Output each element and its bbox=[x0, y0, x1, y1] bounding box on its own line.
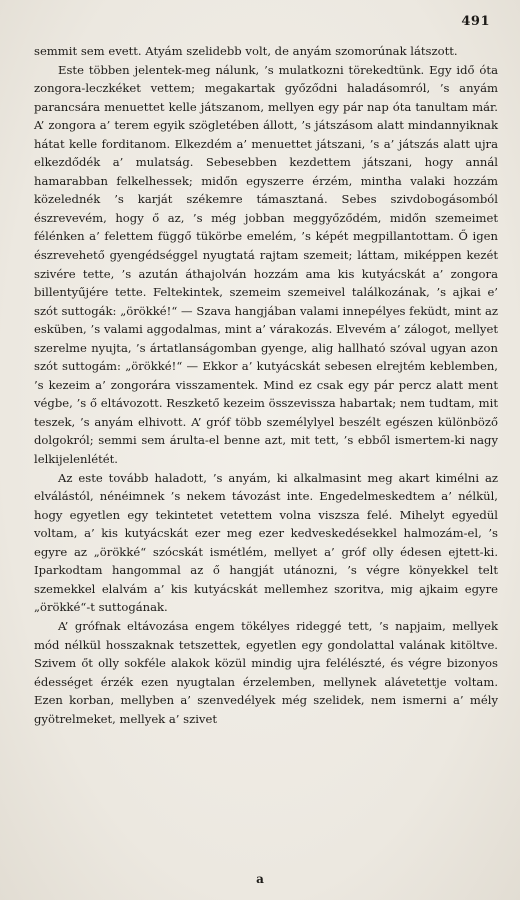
paragraph-1: semmit sem evett. Atyám szelidebb volt, de anyám szomorúnak látszott. bbox=[34, 44, 458, 58]
page-text bbox=[34, 42, 498, 728]
paragraph-2: Este többen jelentek-meg nálunk, ’s mulatkozni törekedtünk. Egy idő óta zongora-leczkéket vettem; megakartak győződni haladásomról, ’s anyám parancsára menuettet kelle játszanom, mellyen egy pár nap óta tanultam már. A’ zongora a’ terem egyik szögletében állott, ’s játszásom alatt mindannyiknak hátat kelle forditanom. Elkezdém a’ menuettet játszani, ’s a’ játszás alatt ujra elkezdődék a’ mulatság. Sebesebben kezdettem játszani, hogy annál hamarabban felkelhessek; midőn egyszerre érzém, mintha valaki hozzám közelednék ’s karját székemre támasztaná. Sebes szivdobogásomból észrevevém, hogy ő az, ’s még jobban meggyőződém, midőn szemeimet félénken a’ felettem függő tükörbe emelém, ’s képét megpillantottam. Ő igen észrevehető gyengédséggel nyugtatá rajtam szemeit; láttam, miképpen kezét szivére tette, ’s azután áthajolván hozzám ama kis kutyácskát a’ zongora billentyűjére tette. Feltekintek, szemeim szemeivel találkozának, ’s ajkai e’ szót suttogák: „örökké!“ — Szava hangjában valami innepélyes feküdt, mint az esküben, ’s valami aggodalmas, mint a’ várakozás. Elvevém a’ zálogot, mellyet szerelme nyujta, ’s ártatlanságomban gyenge, alig hallható szóval ugyan azon szót suttogám: „örökké!“ — Ekkor a’ kutyácskát sebesen elrejtém keblemben, ’s kezeim a’ zongorára visszamentek. Mind ez csak egy pár percz alatt ment végbe, ’s ő eltávozott. Reszkető kezeim összevissza habartak; nem tudtam, mit teszek, ’s anyám elhivott. A’ gróf több személylyel beszélt egészen különböző dolgokról; semmi sem árulta-el benne azt, mit tett, ’s ebből ismertem-ki nagy lelkijelenlétét. bbox=[34, 62, 498, 467]
paragraph-4: A’ grófnak eltávozása engem tökélyes rideggé tett, ’s napjaim, mellyek mód nélkül hosszaknak tetszettek, egyetlen egy gondolattal valának kitöltve. Szivem őt olly sokféle alakok közül mindig ujra felélészté, és végre bizonyos édességet érzék ezen nyugtalan érzelemben, mellynek alávetettje voltam. Ezen korban, mellyben a’ szenvedélyek még szelidek, nem ismerni a’ mély gyötrelmeket, mellyek a’ szivet bbox=[34, 618, 498, 726]
paragraph-3: Az este tovább haladott, ’s anyám, ki alkalmasint meg akart kimélni az elválástól, nénéimnek ’s nekem távozást inte. Engedelmeskedtem a’ nélkül, hogy egyetlen egy tekintetet vetettem volna viszsza felé. Mihelyt egyedül voltam, a’ kis kutyácskát ezer meg ezer kedveskedésekkel halmozám-el, ’s egyre az „örökké“ szócskát ismétlém, mellyet a’ gróf olly édesen ejtett-ki. Iparkodtam hangommal az ő hangját utánozni, ’s végre könyekkel telt szemekkel elalvám a’ kis kutyácskát mellemhez szoritva, mig ajkaim egyre „örökké“-t suttogának. bbox=[34, 470, 498, 615]
signature-mark: a bbox=[256, 872, 264, 886]
page-number: 491 bbox=[461, 14, 490, 29]
